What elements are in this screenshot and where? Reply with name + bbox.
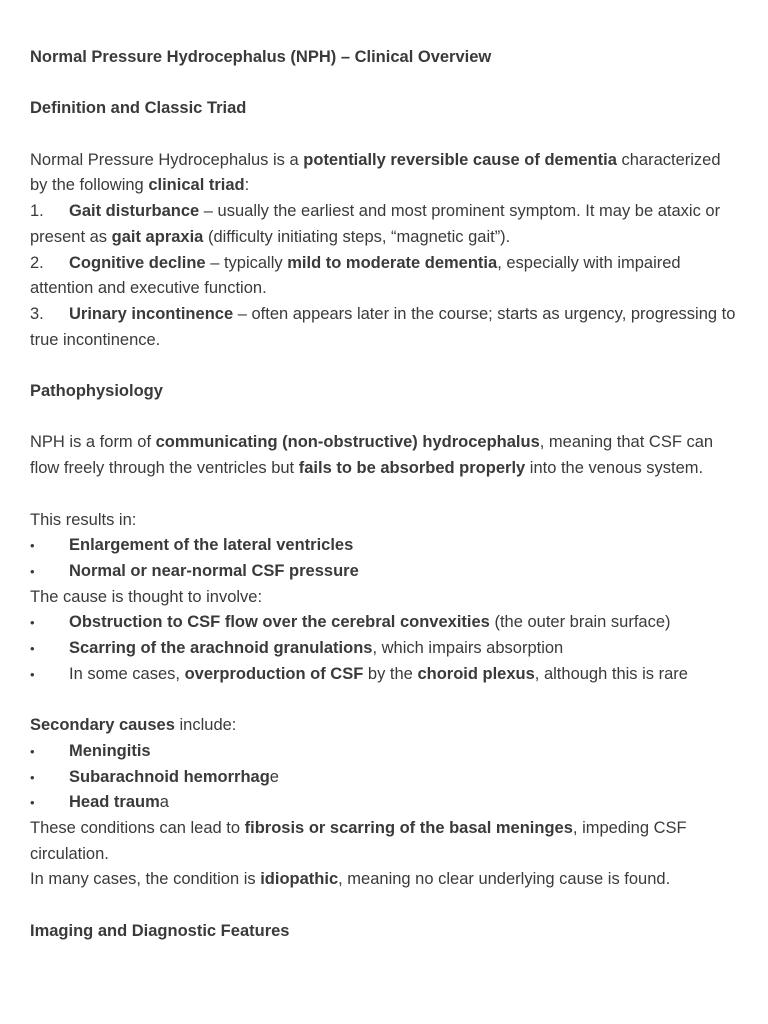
secondary-consequence: These conditions can lead to fibrosis or scarring of the basal meninges, impeding CSF circulation. (30, 819, 687, 863)
secondary-causes-intro: Secondary causes include: (30, 716, 237, 735)
bullet-icon: • (30, 743, 35, 759)
list-item: • Subarachnoid hemorrhage (30, 765, 738, 791)
bullet-icon: • (30, 795, 35, 811)
list-item: • Head trauma (30, 790, 738, 816)
list-item: • In some cases, overproduction of CSF by the choroid plexus, although this is rare (30, 662, 738, 688)
bullet-icon: • (30, 538, 35, 554)
triad-item: 1. Gait disturbance – usually the earliest and most prominent symptom. It may be ataxic or present as gait apraxia (difficulty initiating steps, “magnetic gait”). (30, 202, 721, 246)
idiopathic-note: In many cases, the condition is idiopathic, meaning no clear underlying cause is found. (30, 870, 671, 889)
list-item: • Meningitis (30, 739, 738, 765)
section-heading-definition: Definition and Classic Triad (30, 99, 247, 118)
section-heading-imaging: Imaging and Diagnostic Features (30, 921, 290, 940)
results-intro: This results in: (30, 510, 137, 529)
list-item: • Enlargement of the lateral ventricles (30, 533, 738, 559)
triad-item: 2. Cognitive decline – typically mild to moderate dementia, especially with impaired attention and executive function. (30, 253, 681, 298)
pathophysiology-paragraph: NPH is a form of communicating (non-obstructive) hydrocephalus, meaning that CSF can flow freely through the ventricles but fails to be absorbed properly into the venous system. (30, 433, 714, 478)
definition-intro: Normal Pressure Hydrocephalus is a potentially reversible cause of dementia characterized by the following clinical triad: (30, 150, 721, 195)
bullet-icon: • (30, 666, 35, 682)
triad-item: 3. Urinary incontinence – often appears later in the course; starts as urgency, progressing to true incontinence. (30, 305, 736, 349)
list-item: • Obstruction to CSF flow over the cerebral convexities (the outer brain surface) (30, 610, 738, 636)
document-title: Normal Pressure Hydrocephalus (NPH) – Clinical Overview (30, 48, 492, 66)
bullet-icon: • (30, 615, 35, 631)
list-item: • Normal or near-normal CSF pressure (30, 559, 738, 585)
bullet-icon: • (30, 769, 35, 785)
section-heading-pathophysiology: Pathophysiology (30, 382, 163, 401)
list-item: • Scarring of the arachnoid granulations, which impairs absorption (30, 636, 738, 662)
bullet-icon: • (30, 563, 35, 579)
bullet-icon: • (30, 641, 35, 657)
cause-intro: The cause is thought to involve: (30, 587, 263, 606)
